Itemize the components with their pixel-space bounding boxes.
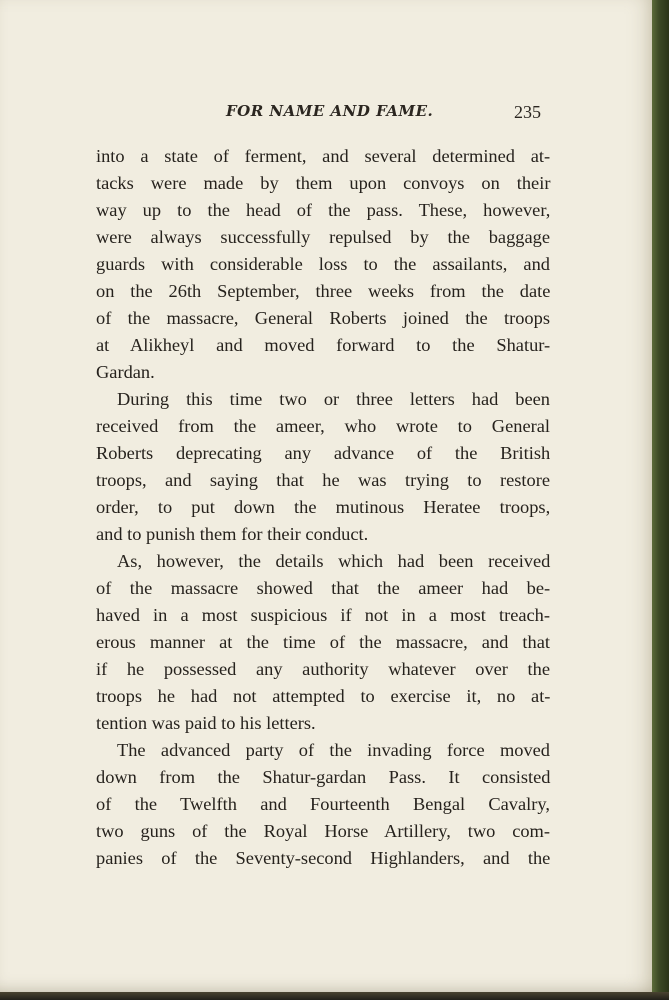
text-line: at Alikheyl and moved forward to the Shatur- bbox=[96, 335, 551, 355]
running-head: FOR NAME AND FAME. bbox=[226, 102, 434, 120]
text-line: troops he had not attempted to exercise it, no at- bbox=[96, 686, 551, 706]
text-line: two guns of the Royal Horse Artillery, two com- bbox=[96, 821, 550, 841]
text-line: of the massacre, General Roberts joined the troops bbox=[96, 308, 550, 328]
text-line: As, however, the details which had been received bbox=[117, 551, 551, 571]
text-line: way up to the head of the pass. These, however, bbox=[96, 200, 551, 220]
book-cover-edge bbox=[652, 0, 669, 1000]
paragraph-3 bbox=[96, 548, 550, 737]
text-line: tention was paid to his letters. bbox=[96, 713, 316, 733]
text-line: Gardan. bbox=[96, 362, 155, 382]
body-text bbox=[96, 143, 550, 872]
text-line: of the Twelfth and Fourteenth Bengal Cavalry, bbox=[96, 794, 550, 814]
text-line: The advanced party of the invading force moved bbox=[117, 740, 550, 760]
text-line: erous manner at the time of the massacre, and that bbox=[96, 632, 550, 652]
paragraph-4 bbox=[96, 737, 550, 872]
text-line: troops, and saying that he was trying to restore bbox=[96, 470, 550, 490]
text-line: of the massacre showed that the ameer had be- bbox=[96, 578, 551, 598]
text-line: were always successfully repulsed by the baggage bbox=[96, 227, 550, 247]
book-bottom-edge bbox=[0, 992, 669, 1000]
text-line: received from the ameer, who wrote to General bbox=[96, 416, 550, 436]
text-line: Roberts deprecating any advance of the British bbox=[96, 443, 551, 463]
text-line: order, to put down the mutinous Heratee troops, bbox=[96, 497, 551, 517]
text-line: During this time two or three letters had been bbox=[117, 389, 551, 409]
text-line: into a state of ferment, and several determined at- bbox=[96, 146, 551, 166]
text-line: if he possessed any authority whatever over the bbox=[96, 659, 550, 679]
text-line: panies of the Seventy-second Highlanders, and the bbox=[96, 848, 551, 868]
paragraph-2 bbox=[96, 386, 550, 548]
text-line: on the 26th September, three weeks from the date bbox=[96, 281, 551, 301]
text-line: down from the Shatur-gardan Pass. It consisted bbox=[96, 767, 551, 787]
text-line: tacks were made by them upon convoys on their bbox=[96, 173, 551, 193]
text-line: haved in a most suspicious if not in a most treach- bbox=[96, 605, 550, 625]
text-line: and to punish them for their conduct. bbox=[96, 524, 369, 544]
paragraph-1 bbox=[96, 143, 550, 386]
text-line: guards with considerable loss to the assailants, and bbox=[96, 254, 550, 274]
page-number: 235 bbox=[514, 102, 541, 122]
page-header bbox=[0, 98, 652, 128]
